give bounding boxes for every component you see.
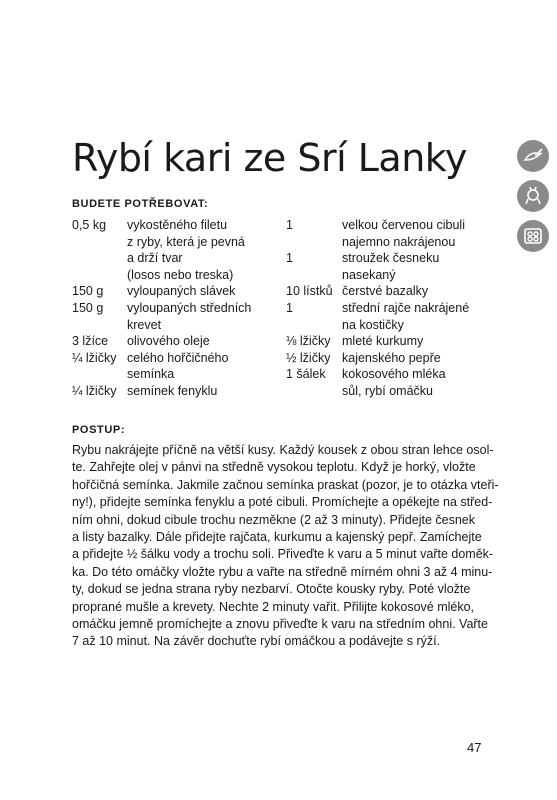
ingredient-qty: 10 lístků [286, 284, 333, 299]
ingredient-row [286, 350, 486, 367]
ingredient-qty: ¼ lžičky [72, 350, 117, 365]
ingredient-row [72, 333, 282, 350]
method-line: omáčku jemně promíchejte a znovu přiveďte k varu na středním ohni. Vařte [72, 617, 488, 632]
page-title: Rybí kari ze Srí Lanky [72, 136, 467, 180]
ingredient-name: semínek fenyklu [127, 383, 218, 398]
method-heading: POSTUP: [72, 424, 126, 436]
method-line: ka. Do této omáčky vložte rybu a vařte na středně mírném ohni 3 až 4 minu- [72, 564, 493, 579]
ingredient-name: nasekaný [342, 267, 396, 282]
ingredient-row [286, 250, 486, 267]
page-number: 47 [467, 740, 482, 755]
ingredient-name: najemno nakrájenou [342, 234, 456, 249]
seafood-icon [517, 180, 549, 212]
ingredient-name: na kostičky [342, 317, 404, 332]
ingredient-row [72, 383, 282, 400]
ingredient-row [72, 234, 282, 251]
ingredient-qty: 0,5 kg [72, 218, 107, 232]
ingredient-name: kajenského pepře [342, 350, 441, 365]
ingredient-qty: 150 g [72, 284, 104, 299]
ingredient-row [286, 283, 486, 300]
ingredient-name: střední rajče nakrájené [342, 300, 470, 315]
ingredient-name: velkou červenou cibuli [342, 218, 465, 232]
bowl-icon [517, 220, 549, 252]
ingredient-name: semínka [127, 367, 175, 382]
ingredient-row [286, 366, 486, 383]
ingredient-qty: 1 [286, 218, 293, 232]
method-line: Rybu nakrájejte příčně na větší kusy. Každý kousek z obou stran lehce osol- [72, 443, 494, 457]
ingredient-row [72, 267, 282, 284]
method-line: 7 až 10 minut. Na závěr dochuťte rybí omáčkou a podávejte s rýží. [72, 634, 441, 649]
method-line: te. Zahřejte olej v pánvi na středně vysokou teplotu. Když je horký, vložte [72, 460, 476, 475]
method-line: a přidejte ½ šálku vody a trochu soli. Přiveďte k varu a 5 minut vařte doměk- [72, 547, 494, 562]
ingredient-qty: ½ lžičky [286, 350, 331, 365]
ingredient-name: mleté kurkumy [342, 334, 424, 349]
ingredient-qty: 1 šálek [286, 367, 326, 382]
ingredients-right-column [286, 217, 486, 400]
ingredient-name: čerstvé bazalky [342, 284, 429, 299]
ingredient-qty: 1 [286, 300, 293, 315]
ingredient-row [72, 350, 282, 367]
ingredient-row [286, 234, 486, 251]
ingredient-name: stroužek česneku [342, 251, 440, 266]
ingredient-qty: 1 [286, 251, 293, 266]
ingredient-name: olivového oleje [127, 334, 210, 349]
category-icons [517, 140, 551, 260]
ingredient-name: krevet [127, 317, 162, 332]
ingredient-name: celého hořčičného [127, 350, 229, 365]
ingredient-name: z ryby, která je pevná [127, 234, 245, 249]
ingredient-row [72, 317, 282, 334]
ingredient-qty: 150 g [72, 300, 104, 315]
ingredient-name: a drží tvar [127, 251, 183, 266]
ingredient-row [286, 300, 486, 317]
ingredient-row [286, 333, 486, 350]
ingredient-name: vyloupaných slávek [127, 284, 236, 299]
method-line: a listy bazalky. Dále přidejte rajčata, kurkumu a kajenský pepř. Zamíchejte [72, 530, 482, 545]
ingredient-row [72, 300, 282, 317]
ingredient-row [72, 217, 282, 234]
method-line: proprané mušle a krevety. Nechte 2 minuty vařit. Přilijte kokosové mléko, [72, 599, 475, 614]
ingredient-name: vykostěného filetu [127, 218, 228, 232]
ingredient-name: sůl, rybí omáčku [342, 383, 434, 398]
ingredient-row [286, 267, 486, 284]
ingredient-qty: 3 lžíce [72, 334, 109, 349]
method-line: ny!), přidejte semínka fenyklu a poté cibuli. Promíchejte a opékejte na střed- [72, 495, 493, 510]
method-line: ním ohni, dokud cibule trochu nezměkne (2 až 3 minuty). Přidejte česnek [72, 512, 475, 527]
ingredients-heading: BUDETE POTŘEBOVAT: [72, 198, 209, 210]
ingredient-row [72, 250, 282, 267]
ingredient-name: vyloupaných středních [127, 300, 252, 315]
fish-icon [517, 140, 549, 172]
ingredient-row [286, 317, 486, 334]
method-text [72, 442, 499, 651]
ingredient-row [286, 383, 486, 400]
method-line: hořčičná semínka. Jakmile začnou semínka praskat (pozor, je to otázka vteři- [72, 477, 499, 492]
ingredient-row [286, 217, 486, 234]
ingredient-name: kokosového mléka [342, 367, 446, 382]
ingredient-qty: ¼ lžičky [72, 383, 117, 398]
method-line: ty, dokud se jedna strana ryby nezbarví. Otočte kousky ryby. Poté vložte [72, 582, 471, 597]
ingredient-name: (losos nebo treska) [127, 267, 234, 282]
ingredient-row [72, 283, 282, 300]
ingredients-left-column [72, 217, 282, 400]
ingredient-qty: ⅛ lžičky [286, 334, 331, 349]
ingredient-row [72, 366, 282, 383]
